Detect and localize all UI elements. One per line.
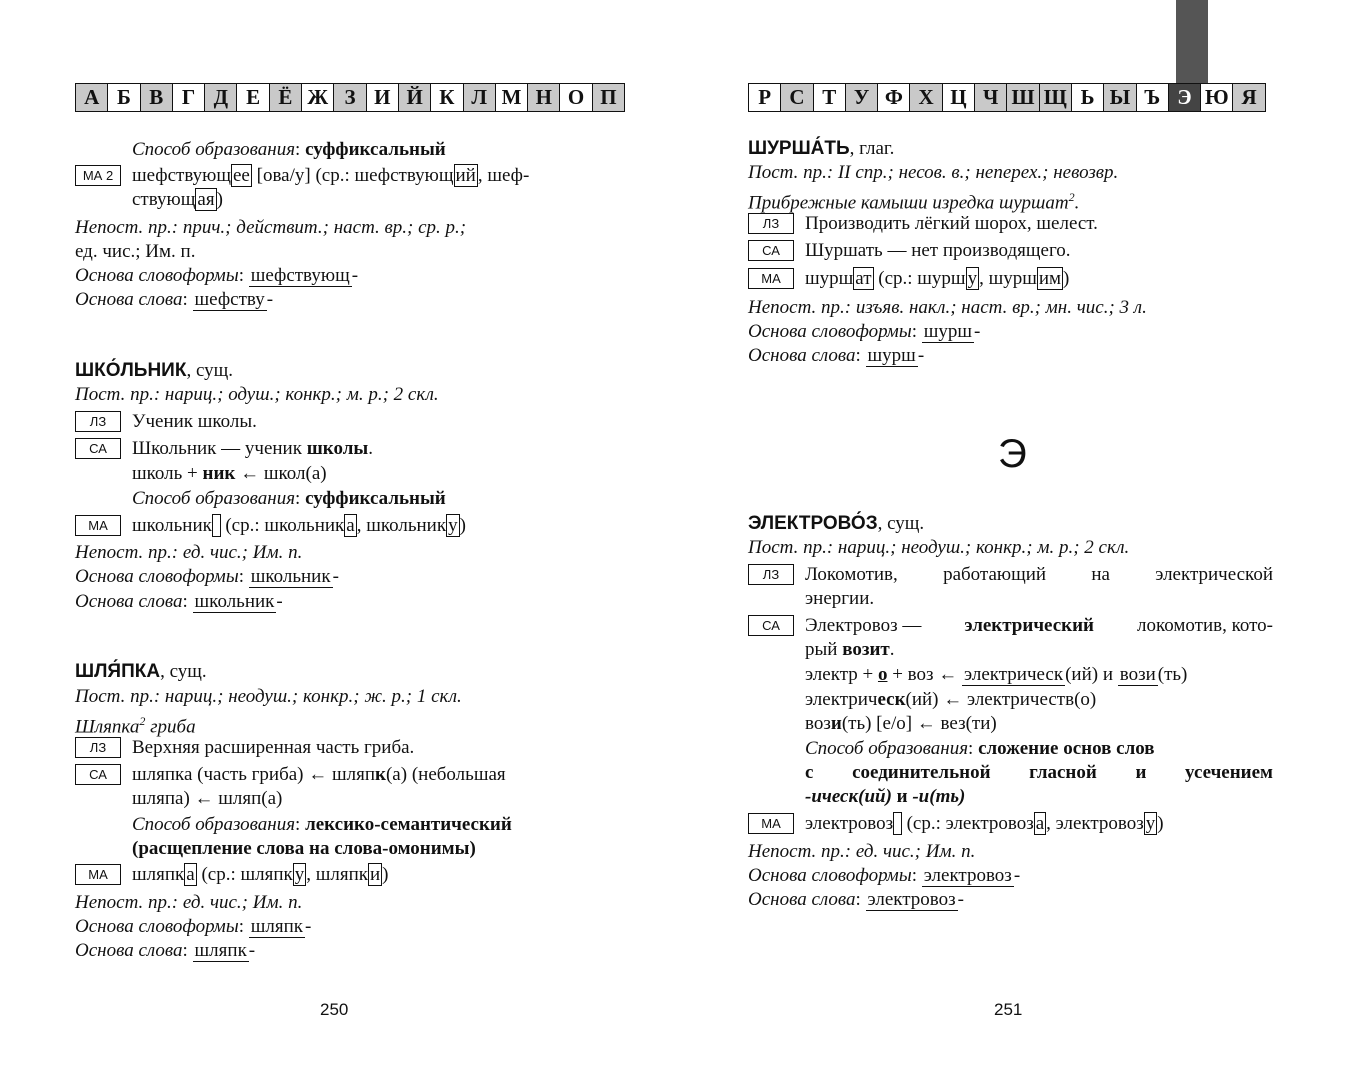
stem-wordform: Основа словоформы: шурш - [748, 321, 981, 342]
ma-line: электровоз (ср.: электровоз а , электровоз у ) [805, 813, 1164, 834]
sa-text-cont: рый возит. [805, 639, 895, 660]
const-features: Пост. пр.: II спр.; несов. в.; неперех.; невозвр. [748, 162, 1119, 183]
alphabet-letter[interactable]: Е [236, 83, 269, 112]
ma-line: школьник (ср.: школьник а , школьник у ) [132, 515, 466, 536]
method-line: Способ образования: лексико-семантический [132, 814, 512, 835]
alphabet-letter[interactable]: Ё [269, 83, 302, 112]
lz-text: Производить лёгкий шорох, шелест. [805, 213, 1098, 234]
nonconst-features: Непост. пр.: ед. чис.; Им. п. [748, 841, 976, 862]
stem-wordform: Основа словоформы: электровоз - [748, 865, 1021, 886]
usage-example: Прибрежные камыши изредка шуршат$^2$. [748, 190, 1080, 214]
alphabet-letter[interactable]: С [780, 83, 813, 112]
alphabet-letter[interactable]: И [366, 83, 399, 112]
alphabet-letter[interactable]: Й [398, 83, 431, 112]
lz-label: ЛЗ [75, 737, 121, 758]
stem-word: Основа слова: школьник - [75, 591, 283, 612]
alphabet-letter[interactable]: Т [813, 83, 846, 112]
entry-headword: ШУРША́ТЬ, глаг. [748, 138, 895, 159]
alphabet-letter[interactable]: У [845, 83, 878, 112]
ma-label: МА [75, 515, 121, 536]
stem-wordform: Основа словоформы: шляпк - [75, 916, 312, 937]
stem-word: Основа слова: электровоз - [748, 889, 964, 910]
alphabet-letter[interactable]: В [140, 83, 173, 112]
sa-label: СА [748, 615, 794, 636]
section-letter: Э [998, 432, 1027, 476]
method-line-cont: -ическ(ий) и -и(ть) [805, 786, 966, 807]
page-number: 250 [320, 1000, 349, 1019]
left-page [75, 0, 617, 1080]
alphabet-letter[interactable]: Д [204, 83, 237, 112]
alphabet-letter[interactable]: Н [527, 83, 560, 112]
sa-label: СА [748, 240, 794, 261]
lz-text: Верхняя расширенная часть гриба. [132, 737, 415, 758]
stem-wordform: Основа словоформы: шефствующ - [75, 265, 359, 286]
method-line-cont: с соединительной гласной и усечением [805, 762, 1273, 783]
usage-example: Шляпка$^2$ гриба [75, 714, 196, 738]
nonconst-features: Непост. пр.: прич.; действит.; наст. вр.; ср. р.; [75, 217, 467, 238]
ma-line: шурш ат (ср.: шурш у , шурш им ) [805, 268, 1070, 289]
alphabet-letter[interactable]: Р [748, 83, 781, 112]
entry-headword: ШЛЯ́ПКА, сущ. [75, 661, 207, 682]
derivation: вози(ть) [е/о] ← вез(ти) [805, 713, 997, 734]
derivation: школь + ник ← школ(а) [132, 463, 327, 484]
sa-text: Школьник — ученик школы. [132, 438, 373, 459]
ma-label: МА 2 [75, 165, 121, 186]
nonconst-features-cont: ед. чис.; Им. п. [75, 241, 196, 262]
alphabet-letter[interactable]: А [75, 83, 108, 112]
const-features: Пост. пр.: нариц.; неодуш.; конкр.; ж. р.; 1 скл. [75, 686, 462, 707]
alphabet-letter[interactable]: Ц [942, 83, 975, 112]
stem-wordform: Основа словоформы: школьник - [75, 566, 339, 587]
alphabet-letter[interactable]: О [559, 83, 592, 112]
stem-word: Основа слова: шляпк - [75, 940, 256, 961]
sa-text-cont: шляпа) ← шляп(а) [132, 788, 283, 809]
alphabet-letter[interactable]: Х [909, 83, 942, 112]
derivation: электрическ(ий) ← электричеств(о) [805, 689, 1097, 710]
const-features: Пост. пр.: нариц.; неодуш.; конкр.; м. р.; 2 скл. [748, 537, 1130, 558]
ma-label: МА [748, 268, 794, 289]
lz-label: ЛЗ [748, 564, 794, 585]
sa-text: Электровоз — электрический локомотив, кото- [805, 615, 1273, 636]
lz-text: Ученик школы. [132, 411, 257, 432]
alphabet-index-left [75, 83, 624, 112]
ma-line: шляпк а (ср.: шляпк у , шляпк и ) [132, 864, 389, 885]
const-features: Пост. пр.: нариц.; одуш.; конкр.; м. р.; 2 скл. [75, 384, 439, 405]
alphabet-letter[interactable]: Г [172, 83, 205, 112]
alphabet-letter[interactable]: Ъ [1136, 83, 1169, 112]
page-number: 251 [994, 1000, 1023, 1019]
alphabet-letter[interactable]: З [333, 83, 366, 112]
sa-label: СА [75, 764, 121, 785]
nonconst-features: Непост. пр.: изъяв. накл.; наст. вр.; мн. чис.; 3 л. [748, 297, 1147, 318]
method-line-cont: (расщепление слова на слова-омонимы) [132, 838, 476, 859]
alphabet-letter[interactable]: Ж [301, 83, 334, 112]
alphabet-letter[interactable]: П [592, 83, 625, 112]
entry-headword: ШКО́ЛЬНИК, сущ. [75, 360, 234, 381]
alphabet-letter[interactable]: Ш [1006, 83, 1039, 112]
alphabet-letter[interactable]: Я [1232, 83, 1265, 112]
alphabet-letter[interactable]: Ю [1200, 83, 1233, 112]
alphabet-letter[interactable]: Ы [1103, 83, 1136, 112]
method-line: Способ образования: суффиксальный [132, 139, 446, 160]
ma-label: МА [75, 864, 121, 885]
ma-label: МА [748, 813, 794, 834]
sa-text: Шуршать — нет производящего. [805, 240, 1071, 261]
nonconst-features: Непост. пр.: ед. чис.; Им. п. [75, 542, 303, 563]
lz-label: ЛЗ [748, 213, 794, 234]
alphabet-letter[interactable]: Щ [1039, 83, 1072, 112]
alphabet-letter[interactable]: К [430, 83, 463, 112]
alphabet-letter[interactable]: Ф [877, 83, 910, 112]
alphabet-index-right [748, 83, 1265, 112]
sa-label: СА [75, 438, 121, 459]
alphabet-letter[interactable]: Б [107, 83, 140, 112]
alphabet-letter[interactable]: Э [1168, 83, 1201, 112]
lz-text: Локомотив, работающий на электрической [805, 564, 1273, 585]
ma-line-cont: ствующ ая ) [132, 189, 223, 210]
stem-word: Основа слова: шурш - [748, 345, 925, 366]
alphabet-letter[interactable]: Л [463, 83, 496, 112]
stem-word: Основа слова: шефству - [75, 289, 274, 310]
lz-text-cont: энергии. [805, 588, 875, 609]
method-line: Способ образования: сложение основ слов [805, 738, 1155, 759]
derivation: электр + о + воз ← электрическ (ий) и вози (ть) [805, 664, 1188, 685]
sa-text: шляпка (часть гриба) ← шляпк(а) (небольшая [132, 764, 506, 785]
method-line: Способ образования: суффиксальный [132, 488, 446, 509]
ma-line: шефствующ ее [ова/у] (ср.: шефствующ ий , шеф- [132, 165, 530, 186]
entry-headword: ЭЛЕКТРОВО́З, сущ. [748, 513, 925, 534]
lz-label: ЛЗ [75, 411, 121, 432]
nonconst-features: Непост. пр.: ед. чис.; Им. п. [75, 892, 303, 913]
alphabet-letter[interactable]: Ч [974, 83, 1007, 112]
alphabet-letter[interactable]: М [495, 83, 528, 112]
alphabet-letter[interactable]: Ь [1071, 83, 1104, 112]
right-page [748, 0, 1276, 1080]
